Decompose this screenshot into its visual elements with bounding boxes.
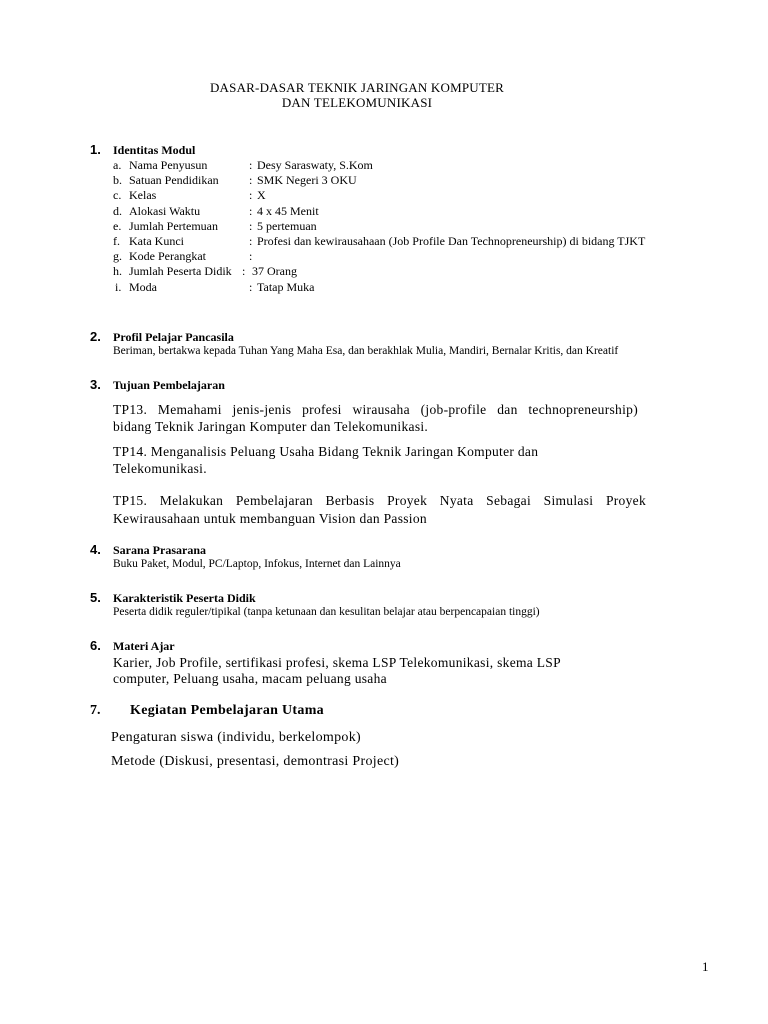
document-title-line-2: DAN TELEKOMUNIKASI bbox=[281, 95, 433, 110]
row-label: Moda bbox=[129, 280, 157, 294]
section-7-heading: Kegiatan Pembelajaran Utama bbox=[130, 703, 324, 718]
tp13-line-1: TP13. Memahami jenis-jenis profesi wirausaha (job-profile dan technopreneurship) bbox=[113, 402, 638, 417]
row-marker: a. bbox=[113, 158, 122, 172]
row-value: X bbox=[257, 188, 266, 202]
row-marker: g. bbox=[113, 249, 122, 263]
row-colon: : bbox=[249, 249, 253, 263]
row-label: Satuan Pendidikan bbox=[129, 173, 219, 187]
section-2-number: 2. bbox=[90, 329, 101, 344]
tp14-line-1: TP14. Menganalisis Peluang Usaha Bidang Teknik Jaringan Komputer dan bbox=[113, 444, 539, 459]
row-label: Jumlah Pertemuan bbox=[129, 219, 218, 233]
section-7-line-1: Pengaturan siswa (individu, berkelompok) bbox=[111, 730, 361, 745]
section-6-number: 6. bbox=[90, 638, 101, 653]
row-value: Desy Saraswaty, S.Kom bbox=[257, 158, 373, 172]
section-1-heading: Identitas Modul bbox=[113, 143, 196, 157]
section-5-heading: Karakteristik Peserta Didik bbox=[113, 591, 256, 605]
row-marker: i. bbox=[115, 280, 122, 294]
row-value: SMK Negeri 3 OKU bbox=[257, 173, 357, 187]
section-6-heading: Materi Ajar bbox=[113, 639, 175, 653]
row-colon: : bbox=[249, 158, 253, 172]
row-marker: e. bbox=[113, 219, 122, 233]
section-7-number: 7. bbox=[90, 703, 101, 718]
section-2-heading: Profil Pelajar Pancasila bbox=[113, 330, 234, 344]
row-label: Nama Penyusun bbox=[129, 158, 208, 172]
row-value: 37 Orang bbox=[252, 264, 297, 278]
row-colon: : bbox=[249, 188, 253, 202]
row-label: Alokasi Waktu bbox=[129, 204, 201, 218]
document-title-line-1: DASAR-DASAR TEKNIK JARINGAN KOMPUTER bbox=[209, 80, 505, 95]
row-label: Kata Kunci bbox=[129, 234, 184, 248]
section-2-text: Beriman, bertakwa kepada Tuhan Yang Maha Esa, dan berakhlak Mulia, Mandiri, Bernalar Kritis, dan Kreatif bbox=[113, 345, 619, 357]
section-4-text: Buku Paket, Modul, PC/Laptop, Infokus, Internet dan Lainnya bbox=[113, 558, 401, 570]
section-6-line-1: Karier, Job Profile, sertifikasi profesi, skema LSP Telekomunikasi, skema LSP bbox=[113, 655, 561, 670]
row-label: Jumlah Peserta Didik bbox=[129, 264, 232, 278]
row-value: 4 x 45 Menit bbox=[257, 204, 319, 218]
row-label: Kode Perangkat bbox=[129, 249, 206, 263]
tp15-line-2: Kewirausahaan untuk membanguan Vision dan Passion bbox=[113, 511, 427, 526]
row-colon: : bbox=[249, 234, 253, 248]
row-marker: b. bbox=[113, 173, 122, 187]
row-colon: : bbox=[249, 280, 253, 294]
row-marker: h. bbox=[113, 264, 122, 278]
tp13-line-2: bidang Teknik Jaringan Komputer dan Telekomunikasi. bbox=[113, 419, 429, 434]
section-5-text: Peserta didik reguler/tipikal (tanpa ketunaan dan kesulitan belajar atau berpencapaian tinggi) bbox=[113, 606, 540, 618]
row-marker: c. bbox=[113, 188, 122, 202]
row-colon: : bbox=[249, 173, 253, 187]
tp15-line-1: TP15. Melakukan Pembelajaran Berbasis Proyek Nyata Sebagai Simulasi Proyek bbox=[113, 493, 646, 508]
row-colon: : bbox=[249, 204, 253, 218]
section-6-line-2: computer, Peluang usaha, macam peluang usaha bbox=[113, 671, 387, 686]
section-4-heading: Sarana Prasarana bbox=[113, 543, 206, 557]
row-colon: : bbox=[242, 264, 246, 278]
section-3-number: 3. bbox=[90, 377, 101, 392]
row-marker: f. bbox=[113, 234, 120, 248]
tp14-line-2: Telekomunikasi. bbox=[113, 461, 207, 476]
row-value: 5 pertemuan bbox=[257, 219, 317, 233]
row-value: Tatap Muka bbox=[257, 280, 315, 294]
section-3-heading: Tujuan Pembelajaran bbox=[113, 378, 225, 392]
page-number: 1 bbox=[702, 959, 709, 974]
row-marker: d. bbox=[113, 204, 122, 218]
section-4-number: 4. bbox=[90, 542, 101, 557]
section-7-line-2: Metode (Diskusi, presentasi, demontrasi Project) bbox=[111, 754, 400, 769]
row-colon: : bbox=[249, 219, 253, 233]
section-1-number: 1. bbox=[90, 142, 101, 157]
section-5-number: 5. bbox=[90, 590, 101, 605]
row-label: Kelas bbox=[129, 188, 157, 202]
row-value: Profesi dan kewirausahaan (Job Profile Dan Technopreneurship) di bidang TJKT bbox=[257, 234, 646, 248]
